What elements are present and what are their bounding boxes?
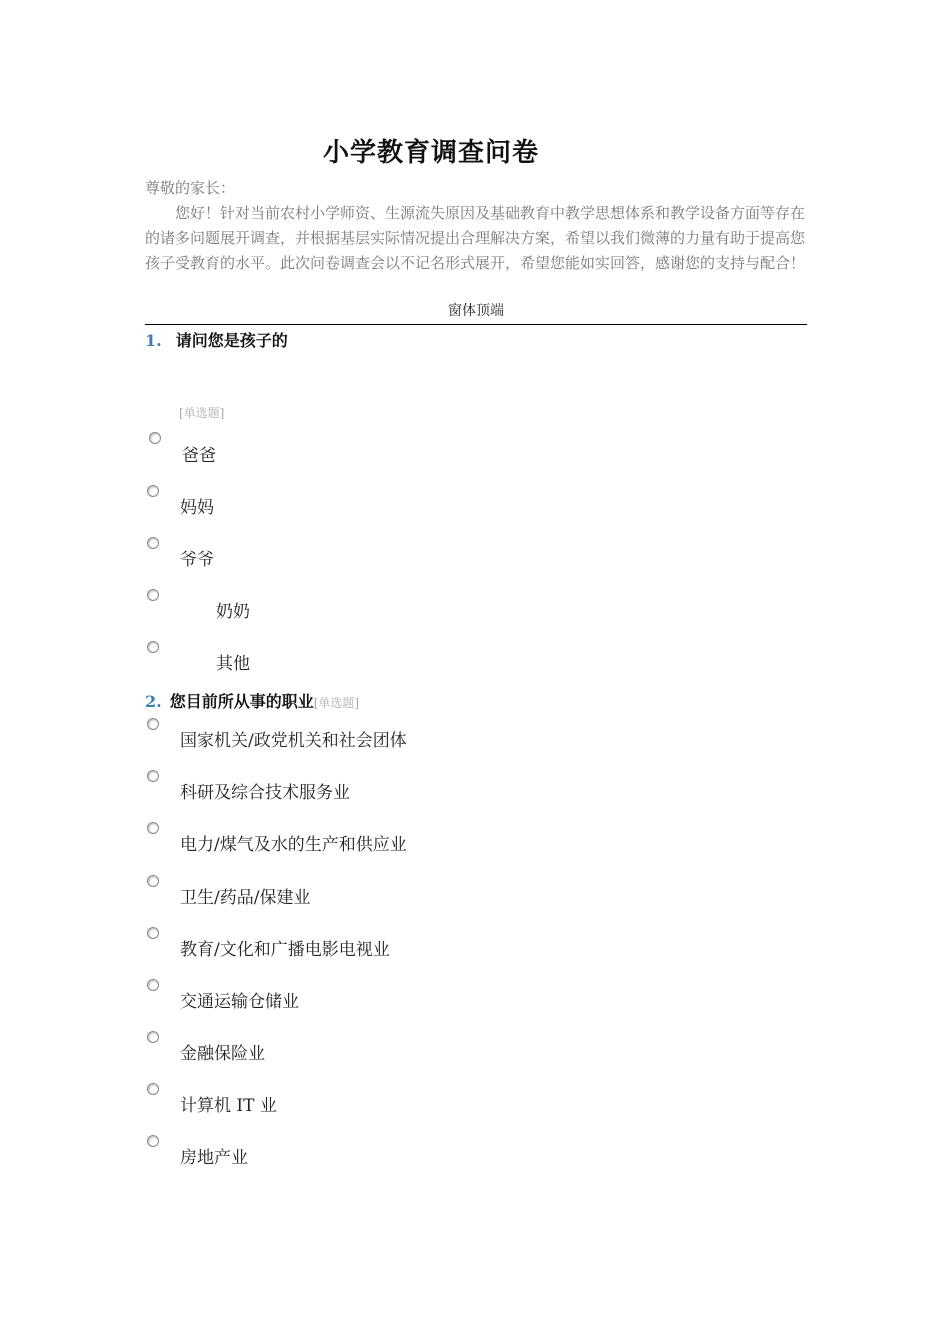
question-number: 2.: [145, 692, 162, 711]
question-text: 请问您是孩子的: [175, 331, 288, 350]
radio-option-it[interactable]: [147, 1083, 159, 1095]
radio-option-finance[interactable]: [147, 1031, 159, 1043]
question-number: 1.: [145, 331, 162, 350]
option-label: 妈妈: [180, 498, 214, 518]
radio-option-government[interactable]: [147, 718, 159, 730]
radio-option-other[interactable]: [147, 641, 159, 653]
option-label: 交通运输仓储业: [180, 992, 299, 1012]
option-label: 奶奶: [216, 602, 250, 622]
option-label: 其他: [216, 654, 250, 674]
option-label: 卫生/药品/保建业: [180, 888, 311, 908]
radio-option-mom[interactable]: [147, 485, 159, 497]
option-label: 爷爷: [180, 550, 214, 570]
question-2: [145, 689, 359, 712]
page-title: 小学教育调查问卷: [322, 138, 539, 168]
option-label: 电力/煤气及水的生产和供应业: [180, 835, 407, 855]
option-label: 教育/文化和广播电影电视业: [180, 940, 390, 960]
question-text: 您目前所从事的职业: [169, 692, 314, 711]
intro-text: [145, 176, 807, 276]
intro-body: 您好！针对当前农村小学师资、生源流失原因及基础教育中教学思想体系和教学设备方面等存在的诸多问题展开调查，并根据基层实际情况提出合理解决方案，希望以我们微薄的力量有助于提高您孩子受教育的水平。此次问卷调查会以不记名形式展开，希望您能如实回答，感谢您的支持与配合！: [145, 204, 806, 272]
option-label: 金融保险业: [180, 1044, 265, 1064]
form-top-divider: 窗体顶端: [145, 300, 807, 325]
intro-greeting: 尊敬的家长：: [145, 179, 236, 197]
radio-option-health[interactable]: [147, 875, 159, 887]
radio-option-research[interactable]: [147, 770, 159, 782]
radio-option-grandma[interactable]: [147, 589, 159, 601]
radio-option-real-estate[interactable]: [147, 1135, 159, 1147]
question-type-tag: [单选题]: [179, 406, 225, 420]
option-label: 房地产业: [180, 1148, 248, 1168]
radio-option-dad[interactable]: [149, 432, 161, 444]
option-label: 爸爸: [182, 446, 216, 466]
radio-option-utilities[interactable]: [147, 822, 159, 834]
radio-option-education[interactable]: [147, 927, 159, 939]
question-1: [145, 328, 288, 351]
option-label: 科研及综合技术服务业: [180, 783, 350, 803]
option-label: 国家机关/政党机关和社会团体: [180, 731, 407, 751]
radio-option-transport[interactable]: [147, 979, 159, 991]
option-label: 计算机 IT 业: [180, 1096, 277, 1116]
question-type-tag: [单选题]: [313, 696, 360, 710]
radio-option-grandpa[interactable]: [147, 537, 159, 549]
